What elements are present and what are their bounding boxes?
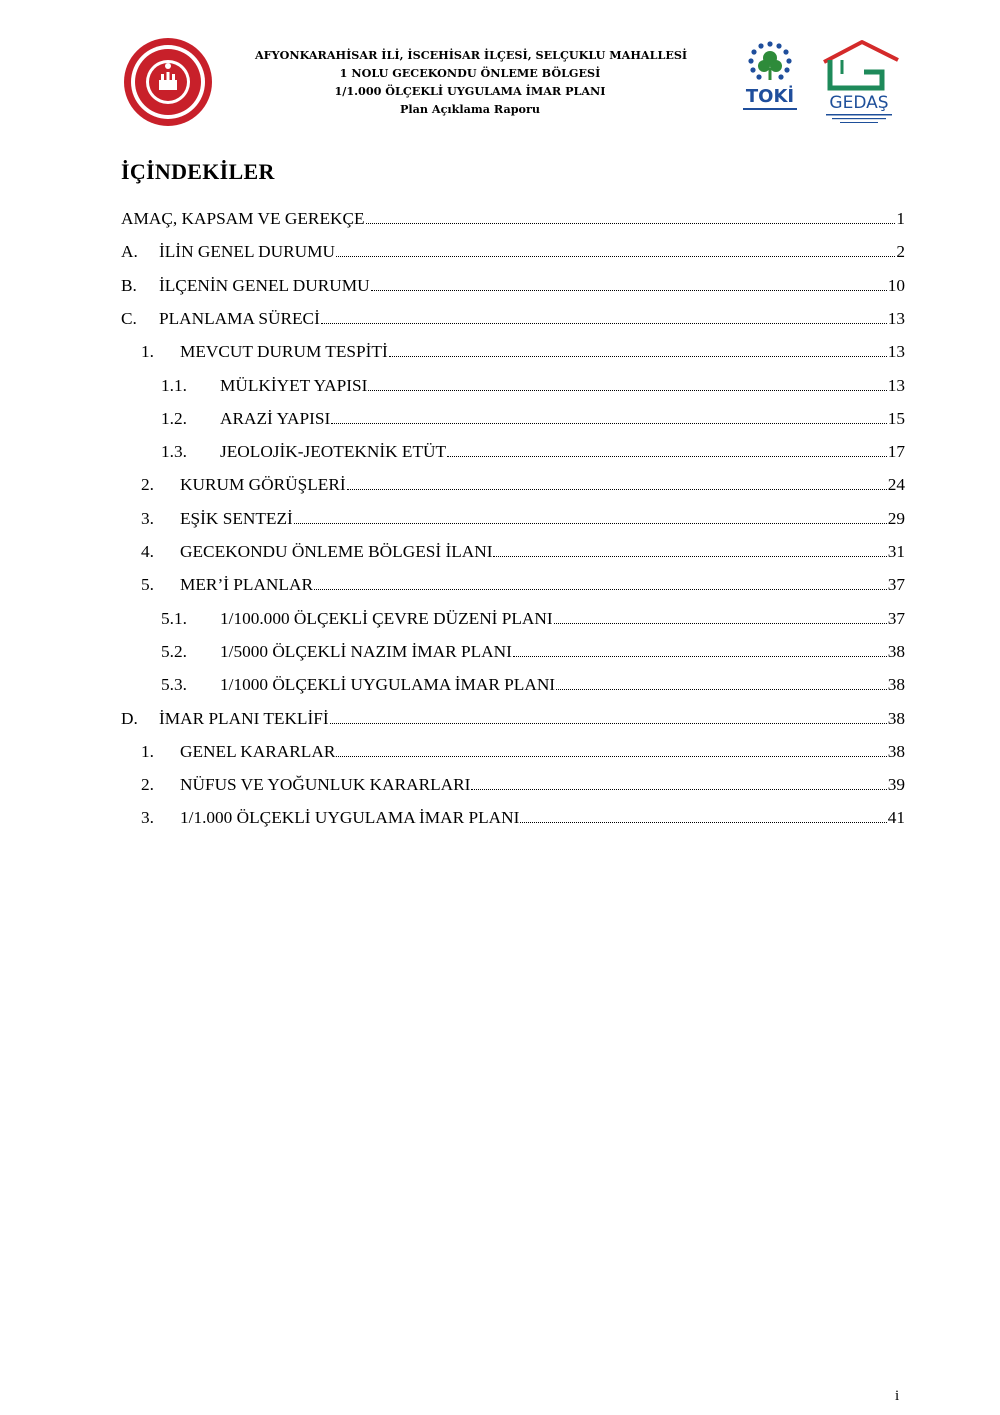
toc-entry[interactable]	[161, 372, 905, 396]
toc-dot-leader	[556, 685, 887, 690]
toc-entry[interactable]	[141, 804, 905, 828]
toc-entry-number: 2.	[141, 775, 154, 795]
gedas-logo	[818, 38, 900, 130]
toc-entry-title: 1/5000 ÖLÇEKLİ NAZIM İMAR PLANI	[220, 641, 512, 661]
toc-dot-leader	[368, 386, 886, 391]
toc-entry-page: 10	[887, 275, 905, 295]
toc-entry-number: 3.	[141, 808, 154, 828]
toc-entry-number: 2.	[141, 475, 154, 495]
ministry-seal-logo	[122, 36, 214, 128]
toc-entry[interactable]	[141, 771, 905, 795]
toc-entry-title: 1/1.000 ÖLÇEKLİ UYGULAMA İMAR PLANI	[180, 808, 520, 828]
toc-dot-leader	[347, 485, 887, 490]
toc-dot-leader	[321, 319, 887, 324]
toc-entry[interactable]	[161, 605, 905, 629]
toc-entry-number: B.	[121, 275, 137, 295]
toc-entry-title: GENEL KARARLAR	[180, 741, 336, 761]
toc-entry-title: MEVCUT DURUM TESPİTİ	[180, 342, 388, 362]
toc-entry-title: MER’İ PLANLAR	[180, 575, 313, 595]
header-line-province: AFYONKARAHİSAR İLİ, İSCEHİSAR İLÇESİ, SELÇUKLU MAHALLESİ	[255, 48, 688, 62]
toc-entry[interactable]	[121, 238, 905, 262]
toc-entry-number: A.	[121, 242, 138, 262]
toki-logo-text: TOKİ	[745, 86, 795, 107]
toc-dot-leader	[447, 452, 887, 457]
toc-dot-leader	[371, 286, 887, 291]
toc-entry[interactable]	[141, 338, 905, 362]
toc-entry-page: 38	[887, 641, 905, 661]
toc-entry-title: PLANLAMA SÜRECİ	[159, 308, 320, 328]
toc-entry-number: 5.	[141, 575, 154, 595]
toc-entry-title: 1/1000 ÖLÇEKLİ UYGULAMA İMAR PLANI	[220, 675, 556, 695]
toc-entry-page: 15	[887, 408, 905, 428]
toc-entry-number: 5.3.	[161, 675, 187, 695]
toc-entry-title: İLİN GENEL DURUMU	[159, 242, 335, 262]
toc-entry-title: 1/100.000 ÖLÇEKLİ ÇEVRE DÜZENİ PLANI	[220, 608, 553, 628]
toc-entry[interactable]	[141, 738, 905, 762]
toki-logo	[733, 40, 808, 120]
toc-entry[interactable]	[161, 671, 905, 695]
toc-entry-page: 38	[887, 708, 905, 728]
toc-entry[interactable]	[121, 705, 905, 729]
toc-dot-leader	[336, 752, 886, 757]
toc-entry-page: 17	[887, 442, 905, 462]
toc-dot-leader	[331, 419, 886, 424]
toc-entry-title: İLÇENİN GENEL DURUMU	[159, 275, 370, 295]
toc-entry-title: GECEKONDU ÖNLEME BÖLGESİ İLANI	[180, 542, 493, 561]
toc-entry-number: 1.2.	[161, 408, 187, 428]
toc-dot-leader	[336, 252, 895, 257]
toc-entry-page: 1	[896, 209, 905, 228]
toc-entry-page: 31	[887, 542, 905, 561]
toc-entry-title: NÜFUS VE YOĞUNLUK KARARLARI	[180, 775, 471, 795]
toc-entry-page: 37	[887, 608, 905, 628]
toc-dot-leader	[389, 352, 887, 357]
toc-entry[interactable]	[121, 305, 905, 329]
toc-entry-page: 13	[887, 375, 905, 395]
page-number: i	[895, 1388, 900, 1404]
toc-entry-page: 13	[887, 308, 905, 328]
toc-entry-number: 1.3.	[161, 442, 187, 462]
toc-entry[interactable]	[141, 571, 905, 595]
toc-entry-number: 5.1.	[161, 608, 187, 628]
toc-dot-leader	[471, 785, 886, 790]
toc-entry-number: 5.2.	[161, 641, 187, 661]
toc-entry-page: 24	[887, 475, 905, 495]
toc-entry[interactable]	[121, 272, 905, 296]
toc-entry-page: 41	[887, 808, 905, 828]
toc-dot-leader	[520, 818, 886, 823]
toc-entry-title: AMAÇ, KAPSAM VE GEREKÇE	[121, 209, 365, 228]
toc-dot-leader	[493, 552, 886, 557]
toc-dot-leader	[366, 219, 896, 224]
toc-entry-page: 29	[887, 508, 905, 528]
gedas-logo-text: GEDAŞ	[829, 93, 889, 113]
toc-entry-title: JEOLOJİK-JEOTEKNİK ETÜT	[220, 442, 447, 462]
toc-entry-number: 4.	[141, 542, 154, 561]
toc-entry[interactable]	[141, 538, 905, 562]
toc-entry[interactable]	[161, 438, 905, 462]
report-header	[255, 46, 688, 118]
toc-entry-title: EŞİK SENTEZİ	[180, 508, 293, 528]
toc-entry-number: 1.	[141, 342, 154, 362]
toc-entry-page: 37	[887, 575, 905, 595]
toc-title: İÇİNDEKİLER	[121, 159, 275, 184]
toc-entry-page: 2	[896, 242, 905, 262]
toc-entry-number: 3.	[141, 508, 154, 528]
toc-dot-leader	[314, 585, 887, 590]
toc-entry-page: 38	[887, 741, 905, 761]
toc-entry-title: KURUM GÖRÜŞLERİ	[180, 475, 346, 495]
toc-dot-leader	[330, 719, 887, 724]
toc-entry-page: 13	[887, 342, 905, 362]
toc-entry[interactable]	[141, 505, 905, 529]
toc-entry-page: 39	[887, 775, 905, 795]
toc-entry-title: MÜLKİYET YAPISI	[220, 375, 368, 395]
header-line-plan: 1/1.000 ÖLÇEKLİ UYGULAMA İMAR PLANI	[334, 84, 606, 98]
toc-entry-title: İMAR PLANI TEKLİFİ	[159, 708, 329, 728]
toc-entry[interactable]	[121, 205, 905, 229]
toc-entry[interactable]	[141, 471, 905, 495]
toc-dot-leader	[513, 652, 887, 657]
header-line-zone: 1 NOLU GECEKONDU ÖNLEME BÖLGESİ	[339, 66, 601, 80]
toc-entry[interactable]	[161, 638, 905, 662]
header-line-report: Plan Açıklama Raporu	[399, 102, 541, 116]
toc-entry-page: 38	[887, 675, 905, 695]
toc-entry-number: 1.1.	[161, 375, 187, 395]
toc-entry-number: 1.	[141, 741, 154, 761]
toc-entry-number: D.	[121, 708, 138, 728]
toc-dot-leader	[554, 619, 887, 624]
toc-entry-number: C.	[121, 308, 137, 328]
toc-entry[interactable]	[161, 405, 905, 429]
toc-dot-leader	[294, 519, 887, 524]
toc-entry-title: ARAZİ YAPISI	[220, 408, 331, 428]
